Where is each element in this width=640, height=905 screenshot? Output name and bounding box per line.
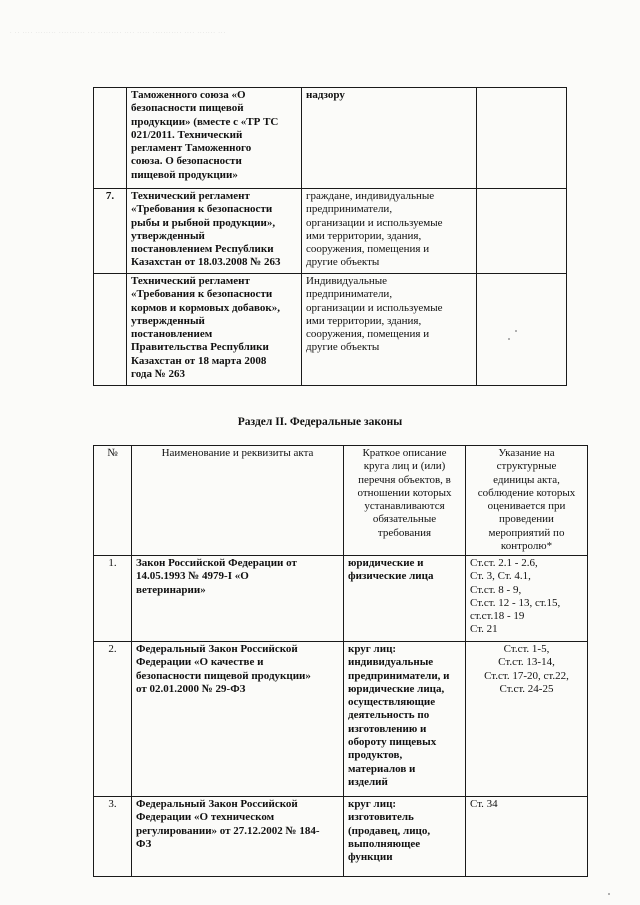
- table-row: [94, 88, 567, 189]
- scan-noise: · ·· ···· ········ ·········· ··· ········· ···· ····· ··········· ···· ······· ···: [10, 31, 227, 36]
- scope-description: круг лиц: изготовитель (продавец, лицо, выполняющее функции: [344, 797, 466, 877]
- act-name: Федеральный Закон Российской Федерации «О качестве и безопасности пищевой продукции» от 02.01.2000 № 29-ФЗ: [132, 642, 344, 797]
- table-header-row: [94, 446, 588, 556]
- federal-laws-table: [93, 445, 588, 877]
- scan-speck: [508, 338, 510, 340]
- structural-units: Ст.ст. 2.1 - 2.6, Ст. 3, Ст. 4.1, Ст.ст. 8 - 9, Ст.ст. 12 - 13, ст.15, ст.ст.18 - 19 Ст. 21: [466, 556, 588, 642]
- structural-units: [477, 88, 567, 189]
- act-name: Технический регламент «Требования к безопасности рыбы и рыбной продукции», утвержденный постановлением Республики Казахстан от 18.03.2008 № 263: [127, 189, 302, 274]
- table-row: [94, 274, 567, 386]
- act-name: Технический регламент «Требования к безопасности кормов и кормовых добавок», утвержденный постановлением Правительства Республики Казахстан от 18 марта 2008 года № 263: [127, 274, 302, 386]
- structural-units: [477, 189, 567, 274]
- header-scope: Краткое описание круга лиц и (или) перечня объектов, в отношении которых устанавливаются обязательные требования: [344, 446, 466, 556]
- row-number: 2.: [94, 642, 132, 797]
- row-number: 3.: [94, 797, 132, 877]
- row-number: [94, 88, 127, 189]
- table-row: [94, 642, 588, 797]
- structural-units: Ст. 34: [466, 797, 588, 877]
- header-number: №: [94, 446, 132, 556]
- structural-units: [477, 274, 567, 386]
- header-act-name: Наименование и реквизиты акта: [132, 446, 344, 556]
- act-name: Таможенного союза «О безопасности пищевой продукции» (вместе с «ТР ТС 021/2011. Технический регламент Таможенного союза. О безопасности пищевой продукции»: [127, 88, 302, 189]
- table-row: [94, 556, 588, 642]
- scope-description: круг лиц: индивидуальные предприниматели, и юридические лица, осуществляющие деятельность по изготовлению и обороту пищевых продуктов, материалов и изделий: [344, 642, 466, 797]
- scope-description: надзору: [302, 88, 477, 189]
- row-number: [94, 274, 127, 386]
- row-number: 7.: [94, 189, 127, 274]
- row-number: 1.: [94, 556, 132, 642]
- structural-units: Ст.ст. 1-5, Ст.ст. 13-14, Ст.ст. 17-20, ст.22, Ст.ст. 24-25: [466, 642, 588, 797]
- header-structural-units: Указание на структурные единицы акта, соблюдение которых оценивается при проведении мероприятий по контролю*: [466, 446, 588, 556]
- scope-description: юридические и физические лица: [344, 556, 466, 642]
- act-name: Федеральный Закон Российской Федерации «О техническом регулировании» от 27.12.2002 № 184- ФЗ: [132, 797, 344, 877]
- scan-speck: [515, 330, 517, 332]
- table-row: [94, 189, 567, 274]
- scan-speck: [608, 893, 610, 895]
- act-name: Закон Российской Федерации от 14.05.1993 № 4979-I «О ветеринарии»: [132, 556, 344, 642]
- section-title: Раздел II. Федеральные законы: [237, 416, 403, 428]
- scope-description: граждане, индивидуальные предприниматели, организации и используемые ими территории, здания, сооружения, помещения и другие объекты: [302, 189, 477, 274]
- table-row: [94, 797, 588, 877]
- regulations-table-continued: [93, 87, 567, 386]
- scope-description: Индивидуальные предприниматели, организации и используемые ими территории, здания, сооружения, помещения и другие объекты: [302, 274, 477, 386]
